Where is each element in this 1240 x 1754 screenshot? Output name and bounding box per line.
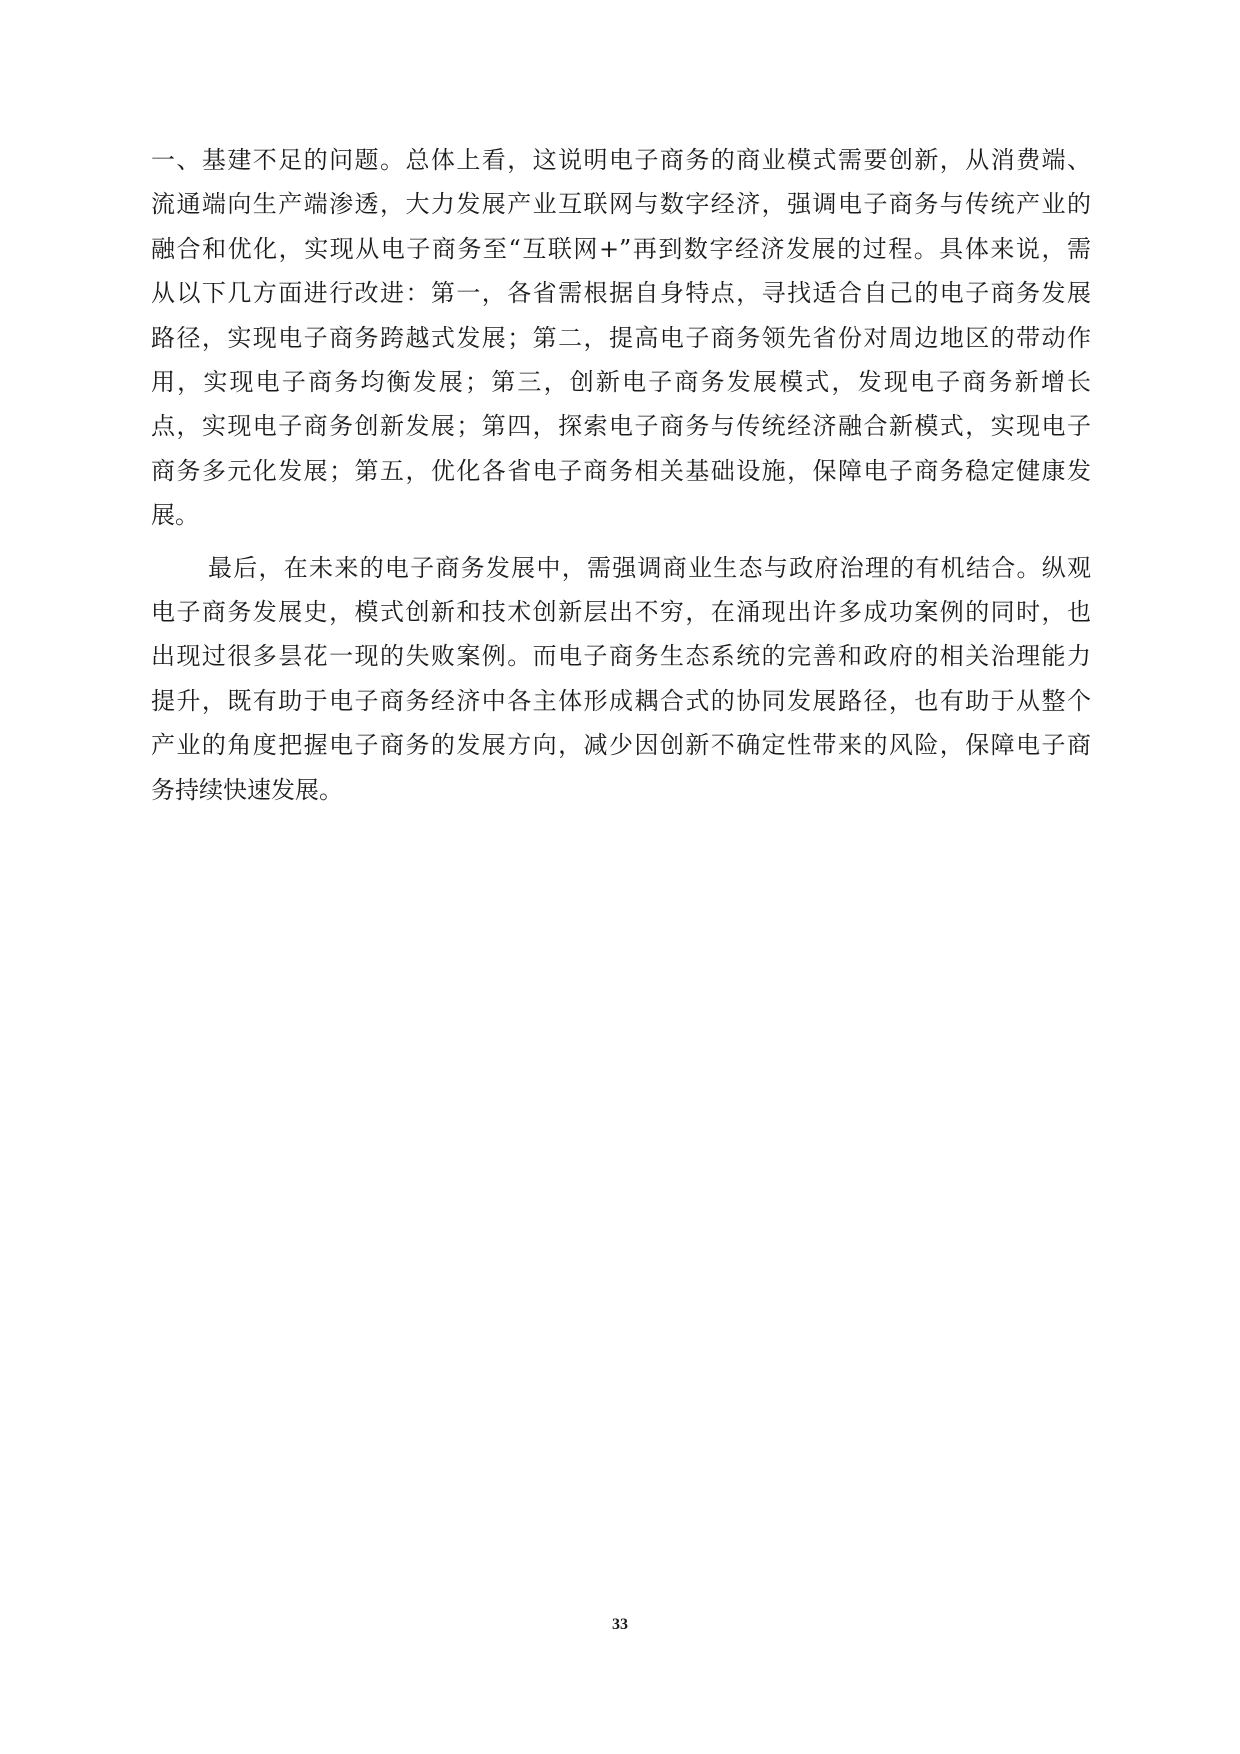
paragraph-line: 流通端向生产端渗透，大力发展产业互联网与数字经济，强调电子商务与传统产业的	[151, 190, 1091, 219]
paragraph-line: 路径，实现电子商务跨越式发展；第二，提高电子商务领先省份对周边地区的带动作	[151, 323, 1091, 352]
page-number: 33	[612, 1616, 628, 1633]
paragraph-line: 出现过很多昙花一现的失败案例。而电子商务生态系统的完善和政府的相关治理能力	[151, 642, 1091, 671]
paragraph-line: 电子商务发展史，模式创新和技术创新层出不穷，在涌现出许多成功案例的同时，也	[151, 598, 1091, 627]
body-text	[151, 138, 1091, 812]
paragraph-line: 用，实现电子商务均衡发展；第三，创新电子商务发展模式，发现电子商务新增长	[151, 368, 1091, 397]
paragraph-line: 展。	[151, 501, 199, 530]
paragraph-line: 从以下几方面进行改进：第一，各省需根据自身特点，寻找适合自己的电子商务发展	[151, 279, 1091, 308]
paragraph-2	[151, 546, 1091, 812]
paragraph-line: 一、基建不足的问题。总体上看，这说明电子商务的商业模式需要创新，从消费端、	[151, 146, 1091, 174]
paragraph-line: 提升，既有助于电子商务经济中各主体形成耦合式的协同发展路径，也有助于从整个	[151, 686, 1091, 715]
paragraph-line: 最后，在未来的电子商务发展中，需强调商业生态与政府治理的有机结合。纵观	[208, 553, 1091, 582]
paragraph-line: 融合和优化，实现从电子商务至“互联网+”再到数字经济发展的过程。具体来说，需	[151, 234, 1091, 263]
paragraph-spacer	[151, 538, 1091, 546]
paragraph-line: 商务多元化发展；第五，优化各省电子商务相关基础设施，保障电子商务稳定健康发	[151, 456, 1091, 485]
paragraph-1	[151, 138, 1091, 538]
paragraph-line: 产业的角度把握电子商务的发展方向，减少因创新不确定性带来的风险，保障电子商	[151, 731, 1091, 760]
paragraph-line: 点，实现电子商务创新发展；第四，探索电子商务与传统经济融合新模式，实现电子	[151, 412, 1091, 441]
paragraph-line: 务持续快速发展。	[151, 775, 343, 804]
